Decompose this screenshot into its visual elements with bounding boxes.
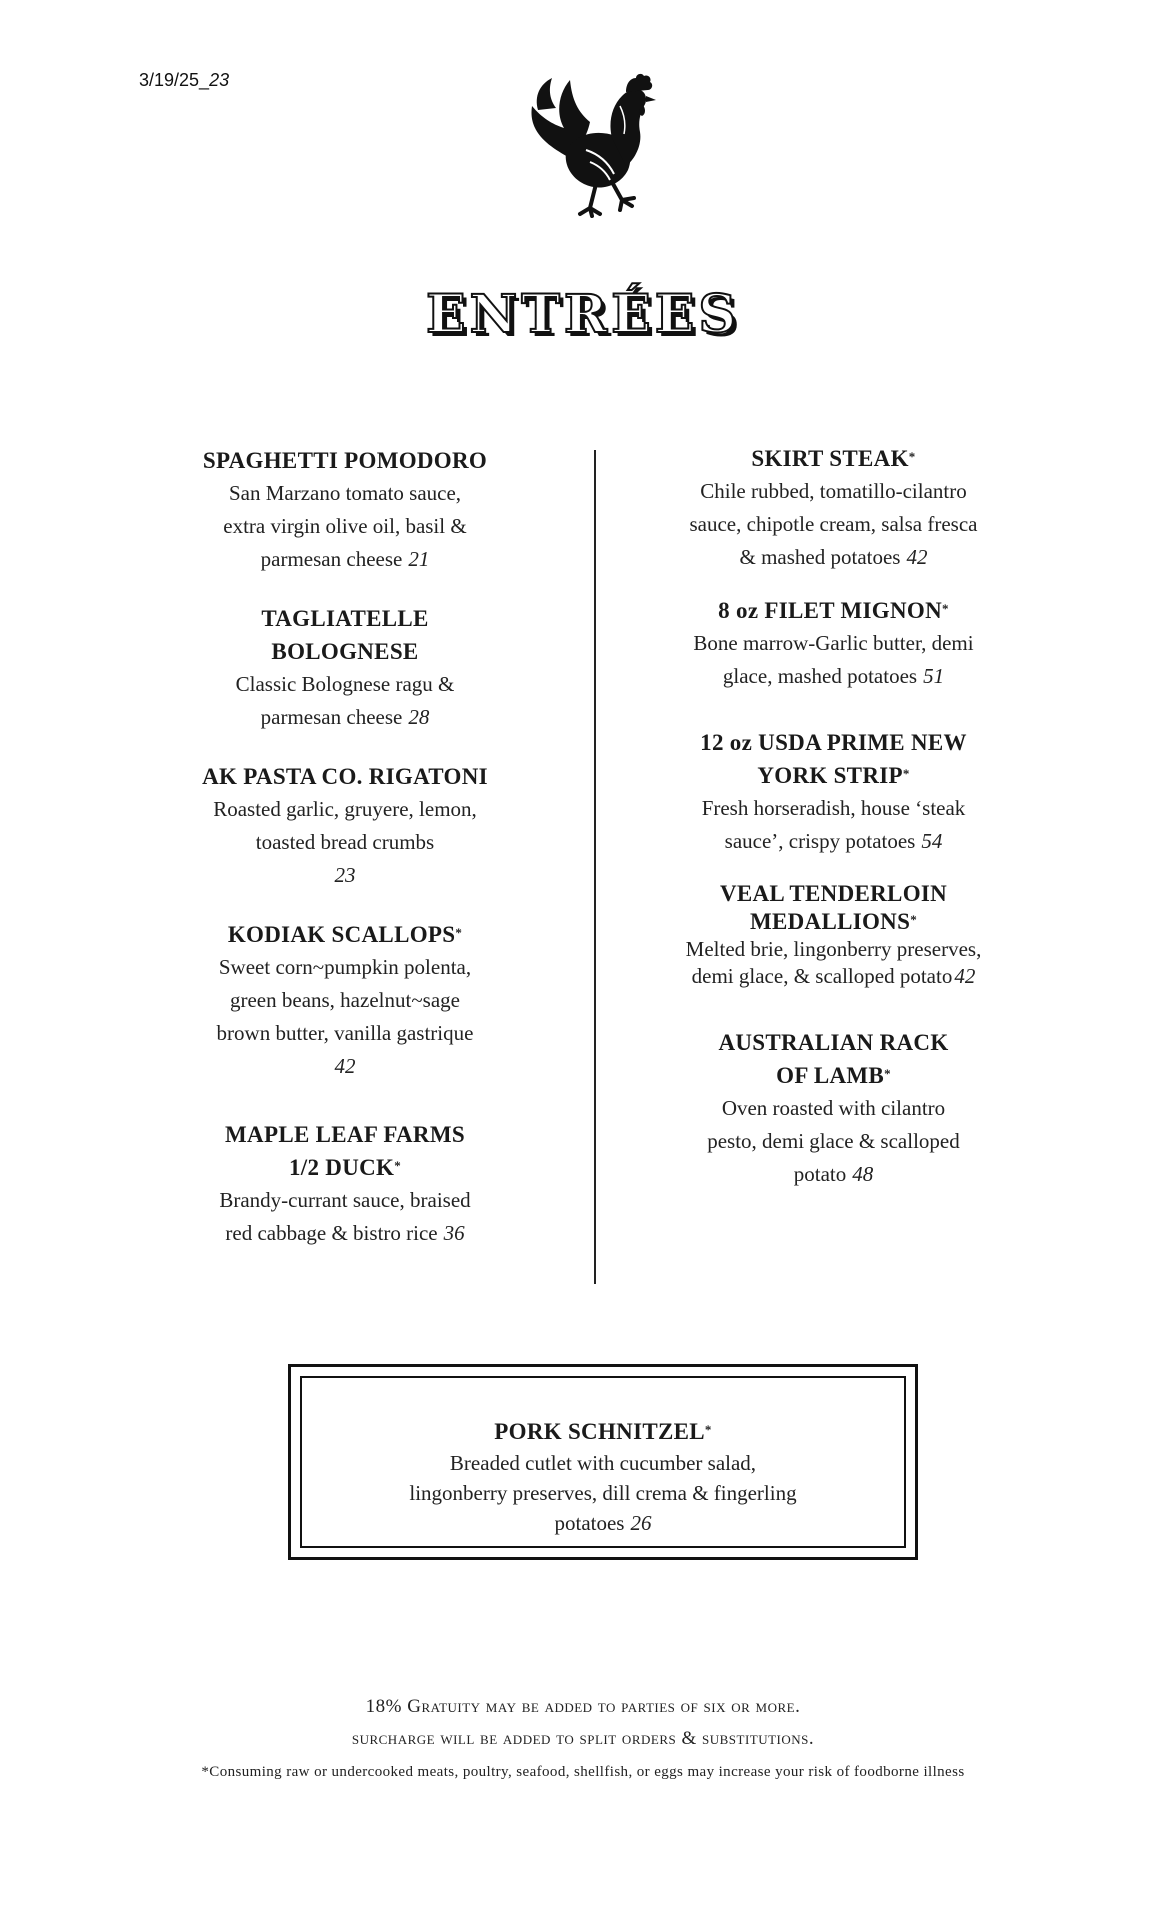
item-name: VEAL TENDERLOIN MEDALLIONS*	[719, 881, 948, 934]
special-feature-box	[288, 1364, 918, 1560]
item-name: AUSTRALIAN RACK OF LAMB*	[718, 1030, 949, 1088]
item-description: Melted brie, lingonberry preserves, demi glace, & scalloped potato42	[685, 937, 982, 988]
item-description: Roasted garlic, gruyere, lemon, toasted bread crumbs 23	[213, 797, 477, 887]
special-item-description: Breaded cutlet with cucumber salad, lingonberry preserves, dill crema & fingerling potatoes 26	[409, 1451, 797, 1535]
menu-item	[636, 880, 1031, 990]
surcharge-notice: surcharge will be added to split orders & substitutions.	[351, 1728, 815, 1749]
item-price: 42	[906, 545, 928, 569]
item-description: San Marzano tomato sauce, extra virgin olive oil, basil & parmesan cheese 21	[223, 481, 467, 571]
column-divider	[594, 450, 596, 1284]
food-safety-disclaimer: *Consuming raw or undercooked meats, poultry, seafood, shellfish, or eggs may increase your risk of foodborne illness	[201, 1764, 965, 1780]
special-feature-inner	[300, 1376, 906, 1548]
item-name: 8 oz FILET MIGNON*	[718, 598, 949, 623]
item-price: 42	[334, 1054, 356, 1078]
item-price: 21	[408, 547, 430, 571]
menu-item	[636, 442, 1031, 574]
item-name: SKIRT STEAK*	[751, 446, 916, 471]
item-description: Bone marrow-Garlic butter, demi glace, mashed potatoes 51	[693, 631, 974, 688]
item-name: 12 oz USDA PRIME NEW YORK STRIP*	[700, 730, 967, 788]
item-name: TAGLIATELLE BOLOGNESE	[261, 606, 429, 664]
item-description: Fresh horseradish, house ‘steak sauce’, crispy potatoes 54	[701, 796, 966, 853]
rooster-icon	[508, 66, 686, 226]
item-description: Sweet corn~pumpkin polenta, green beans, hazelnut~sage brown butter, vanilla gastrique 42	[216, 955, 474, 1078]
menu-version: 23	[209, 70, 230, 90]
menu-item	[160, 444, 530, 576]
menu-item	[636, 1026, 1031, 1191]
item-price: 23	[334, 863, 356, 887]
item-name: KODIAK SCALLOPS*	[227, 922, 463, 947]
menu-item	[636, 594, 1031, 693]
menu-item	[160, 602, 530, 734]
item-description: Brandy-currant sauce, braised red cabbage & bistro rice 36	[219, 1188, 471, 1245]
item-description: Chile rubbed, tomatillo-cilantro sauce, chipotle cream, salsa fresca & mashed potatoes 42	[689, 479, 978, 569]
section-title: ENTRÉES	[426, 284, 740, 345]
item-name: AK PASTA CO. RIGATONI	[202, 764, 488, 789]
menu-item	[160, 760, 530, 892]
menu-item	[636, 726, 1031, 858]
item-price: 28	[408, 705, 430, 729]
item-price: 54	[921, 829, 943, 853]
special-item-name: PORK SCHNITZEL*	[494, 1419, 712, 1444]
item-description: Classic Bolognese ragu & parmesan cheese 28	[235, 672, 455, 729]
menu-date: 3/19/25_23	[139, 70, 230, 90]
item-name: MAPLE LEAF FARMS 1/2 DUCK*	[225, 1122, 465, 1180]
menu-item	[160, 918, 530, 1083]
menu-item	[160, 1118, 530, 1250]
item-price: 36	[443, 1221, 465, 1245]
gratuity-notice: 18% Gratuity may be added to parties of six or more.	[365, 1696, 801, 1717]
item-description: Oven roasted with cilantro pesto, demi glace & scalloped potato 48	[707, 1096, 960, 1186]
item-price: 51	[923, 664, 945, 688]
item-price: 48	[852, 1162, 874, 1186]
special-item-price: 26	[630, 1511, 652, 1535]
item-price: 42	[954, 964, 976, 988]
item-name: SPAGHETTI POMODORO	[202, 448, 488, 473]
